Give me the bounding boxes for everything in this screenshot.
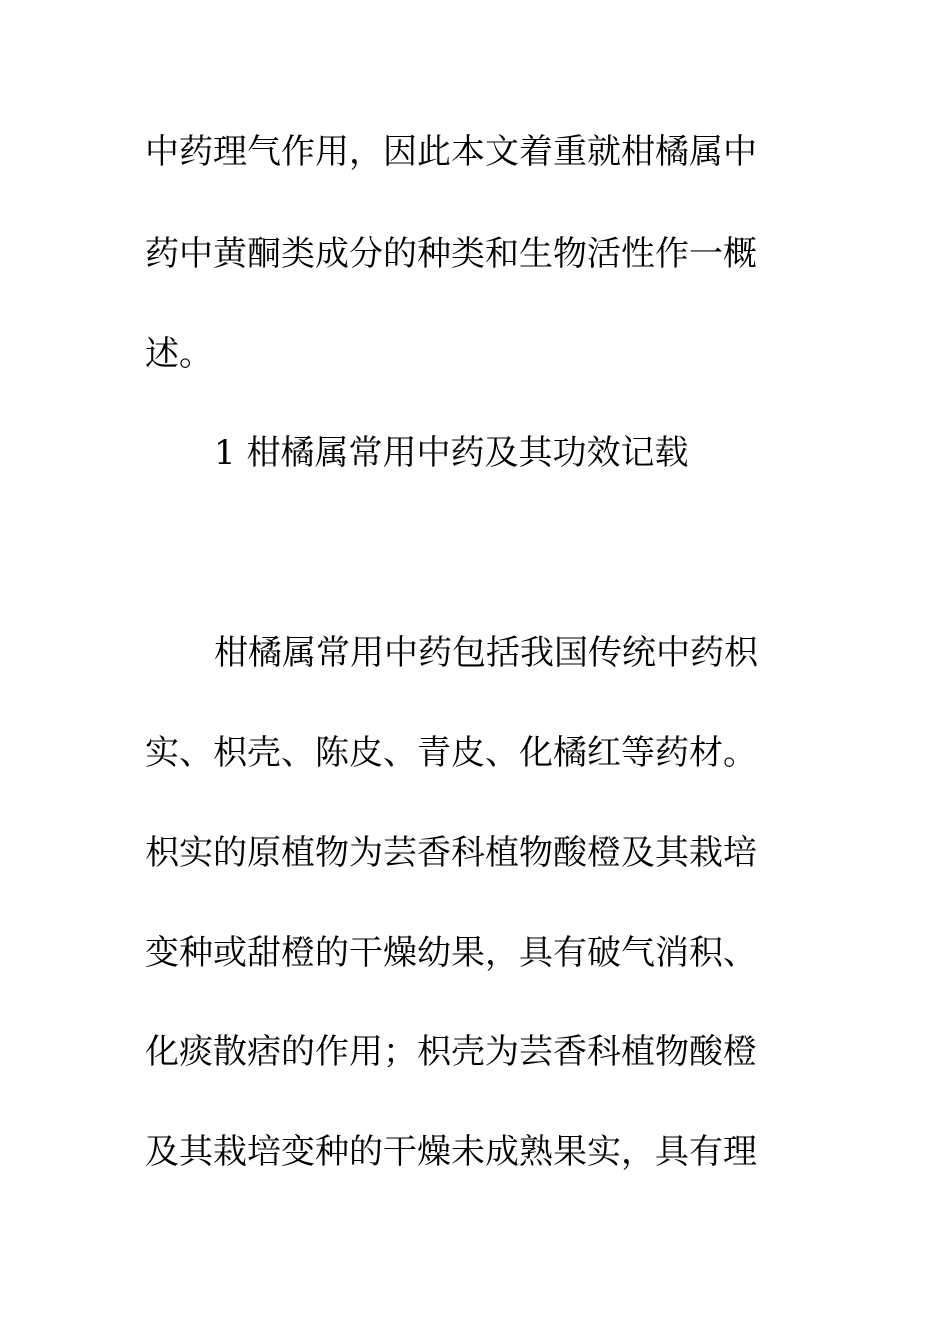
paragraph-line: 柑橘属常用中药包括我国传统中药枳 xyxy=(214,633,758,673)
paragraph-line: 变种或甜橙的干燥幼果，具有破气消积、 xyxy=(145,933,757,973)
section-heading: 1 柑橘属常用中药及其功效记载 xyxy=(214,433,689,473)
paragraph-line: 化痰散痞的作用；枳壳为芸香科植物酸橙 xyxy=(145,1032,757,1072)
paragraph-line: 实、枳壳、陈皮、青皮、化橘红等药材。 xyxy=(145,733,757,773)
text-line: 药中黄酮类成分的种类和生物活性作一概 xyxy=(145,234,757,274)
paragraph-line: 枳实的原植物为芸香科植物酸橙及其栽培 xyxy=(145,833,757,873)
paragraph-line: 及其栽培变种的干燥未成熟果实，具有理 xyxy=(145,1132,757,1172)
text-line: 中药理气作用，因此本文着重就柑橘属中 xyxy=(145,132,757,172)
text-line: 述。 xyxy=(145,334,213,374)
